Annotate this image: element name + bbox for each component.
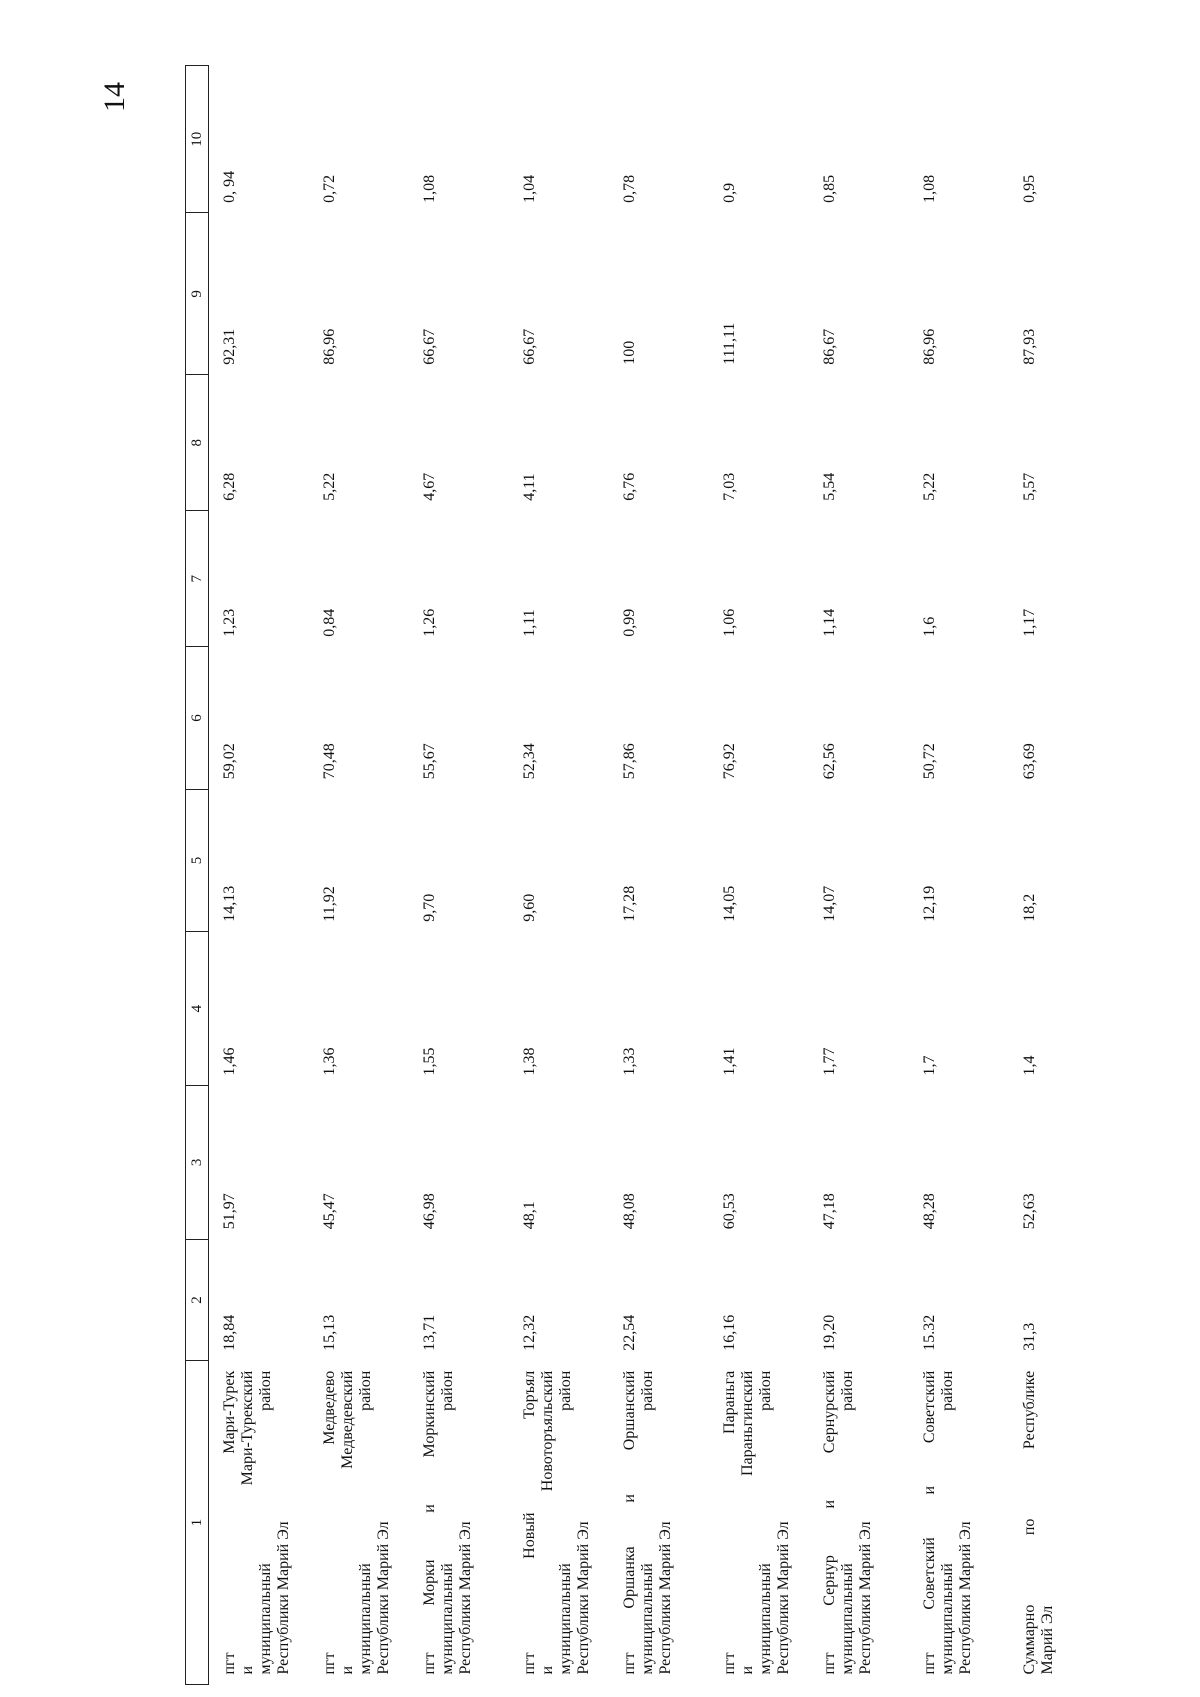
cell-col-8: 4,11 [521, 473, 538, 501]
cell-col-5: 14,07 [821, 885, 838, 922]
cell-col-9: 66,67 [421, 328, 438, 365]
cell-col-4: 1,77 [821, 1047, 838, 1076]
table-row [909, 66, 1009, 1685]
cell-col-5: 12,19 [921, 885, 938, 922]
cell-col-2: 19,20 [821, 1314, 838, 1351]
cell-col-2: 13,71 [421, 1314, 438, 1351]
row-name-line: Суммарно по Республике [1021, 1370, 1038, 1675]
cell-col-4: 1,38 [521, 1047, 538, 1076]
table-body [209, 66, 1092, 1685]
cell-col-10: 0,78 [621, 174, 638, 203]
cell-col-8: 5,22 [921, 472, 938, 501]
cell-col-8: 7,03 [721, 472, 738, 501]
row-name-cell [409, 1361, 509, 1685]
cell-col-6: 70,48 [321, 743, 338, 780]
cell-col-8: 5,57 [1021, 472, 1038, 501]
cell-col-10: 0,85 [821, 174, 838, 203]
cell-col-5: 14,05 [721, 885, 738, 922]
row-name-line: муниципальный район [357, 1370, 374, 1675]
cell-col-6: 50,72 [921, 743, 938, 780]
cell-col-8: 5,22 [321, 472, 338, 501]
cell-col-5: 14,13 [221, 885, 238, 922]
row-name-line: Республики Марий Эл [457, 1521, 474, 1675]
cell-col-9: 92,31 [221, 328, 238, 365]
cell-col-2: 15,13 [321, 1314, 338, 1351]
row-name-line: пгт Мари-Турек [221, 1370, 238, 1675]
cell-col-7: 1,26 [421, 608, 438, 637]
row-name-cell [909, 1361, 1009, 1685]
cell-col-2: 15.32 [921, 1314, 938, 1351]
cell-col-10: 1,08 [921, 174, 938, 203]
column-header-4: 4 [186, 932, 209, 1086]
rotated-table-container [185, 65, 1085, 1685]
table-row [1009, 66, 1091, 1685]
row-name-line: Республики Марий Эл [275, 1521, 292, 1675]
row-name-line: Республики Марий Эл [657, 1521, 674, 1675]
cell-col-6: 57,86 [621, 743, 638, 780]
row-name-line: пгт Параньга [721, 1370, 738, 1675]
row-name-cell [509, 1361, 609, 1685]
cell-col-7: 1,17 [1021, 608, 1038, 637]
row-name-line: и Медведевский [339, 1370, 356, 1675]
row-name-line: пгт Оршанка и Оршанский [621, 1370, 638, 1675]
cell-col-7: 1,23 [221, 608, 238, 637]
cell-col-5: 9,70 [421, 893, 438, 922]
cell-col-10: 1,08 [421, 174, 438, 203]
row-name-line: муниципальный район [439, 1370, 456, 1675]
row-name-line: Марий Эл [1039, 1605, 1056, 1675]
row-name-line: пгт Морки и Моркинский [421, 1370, 438, 1675]
cell-col-9: 86,67 [821, 328, 838, 365]
table-header-row [186, 66, 209, 1685]
cell-col-3: 47,18 [821, 1193, 838, 1230]
cell-col-2: 16,16 [721, 1314, 738, 1351]
cell-col-5: 18,2 [1021, 893, 1038, 922]
cell-col-3: 48,1 [521, 1201, 538, 1230]
cell-col-5: 17,28 [621, 885, 638, 922]
column-header-8: 8 [186, 375, 209, 511]
column-header-7: 7 [186, 511, 209, 647]
cell-col-2: 22,54 [621, 1314, 638, 1351]
table-row [609, 66, 709, 1685]
table-row [709, 66, 809, 1685]
column-header-6: 6 [186, 647, 209, 789]
column-header-2: 2 [186, 1239, 209, 1360]
row-name-line: Республики Марий Эл [957, 1521, 974, 1675]
cell-col-3: 60,53 [721, 1193, 738, 1230]
table-row [209, 66, 310, 1685]
row-name-line: пгт Сернур и Сернурский [821, 1370, 838, 1675]
table-row [409, 66, 509, 1685]
cell-col-10: 0,95 [1021, 174, 1038, 203]
row-name-line: пгт Медведево [321, 1370, 338, 1675]
row-name-line: муниципальный район [557, 1370, 574, 1675]
row-name-line: пгт Новый Торъял [521, 1370, 538, 1675]
cell-col-8: 4,67 [421, 472, 438, 501]
cell-col-8: 5,54 [821, 472, 838, 501]
row-name-line: муниципальный район [939, 1370, 956, 1675]
column-header-5: 5 [186, 789, 209, 931]
cell-col-9: 111,11 [721, 322, 738, 365]
column-header-3: 3 [186, 1085, 209, 1239]
cell-col-4: 1,41 [721, 1047, 738, 1076]
cell-col-7: 0,84 [321, 608, 338, 637]
cell-col-10: 0,72 [321, 174, 338, 203]
row-name-cell [709, 1361, 809, 1685]
row-name-line: Республики Марий Эл [775, 1521, 792, 1675]
statistics-table [185, 65, 1091, 1685]
cell-col-7: 1,06 [721, 608, 738, 637]
cell-col-4: 1,33 [621, 1047, 638, 1076]
row-name-cell [609, 1361, 709, 1685]
cell-col-7: 0,99 [621, 608, 638, 637]
cell-col-3: 48,28 [921, 1193, 938, 1230]
cell-col-4: 1,36 [321, 1047, 338, 1076]
row-name-line: муниципальный район [757, 1370, 774, 1675]
column-header-10: 10 [186, 66, 209, 213]
cell-col-6: 52,34 [521, 743, 538, 780]
row-name-line: и Новоторъяльский [539, 1370, 556, 1675]
cell-col-6: 62,56 [821, 743, 838, 780]
row-name-line: и Параньгинский [739, 1370, 756, 1675]
cell-col-6: 63,69 [1021, 743, 1038, 780]
cell-col-10: 0,9 [721, 182, 738, 203]
row-name-cell [809, 1361, 909, 1685]
cell-col-8: 6,76 [621, 472, 638, 501]
cell-col-4: 1,4 [1021, 1055, 1038, 1076]
cell-col-5: 11,92 [321, 886, 338, 922]
row-name-line: и Мари-Турекский [239, 1370, 256, 1675]
cell-col-3: 45,47 [321, 1193, 338, 1230]
cell-col-4: 1,7 [921, 1055, 938, 1076]
cell-col-3: 52,63 [1021, 1193, 1038, 1230]
cell-col-6: 55,67 [421, 743, 438, 780]
cell-col-8: 6,28 [221, 472, 238, 501]
cell-col-2: 31,3 [1021, 1322, 1038, 1351]
cell-col-3: 51,97 [221, 1193, 238, 1230]
row-name-line: муниципальный район [839, 1370, 856, 1675]
cell-col-10: 1,04 [521, 174, 538, 203]
table-row [309, 66, 409, 1685]
row-name-line: Республики Марий Эл [857, 1521, 874, 1675]
cell-col-6: 76,92 [721, 743, 738, 780]
row-name-line: Республики Марий Эл [375, 1521, 392, 1675]
column-header-1: 1 [186, 1361, 209, 1685]
row-name-cell [309, 1361, 409, 1685]
cell-col-5: 9,60 [521, 893, 538, 922]
cell-col-2: 18,84 [221, 1314, 238, 1351]
cell-col-9: 86,96 [321, 328, 338, 365]
table-row [509, 66, 609, 1685]
cell-col-3: 48,08 [621, 1193, 638, 1230]
cell-col-3: 46,98 [421, 1193, 438, 1230]
table-row [809, 66, 909, 1685]
cell-col-7: 1,6 [921, 616, 938, 637]
cell-col-4: 1,46 [221, 1047, 238, 1076]
row-name-cell [209, 1361, 310, 1685]
cell-col-9: 66,67 [521, 328, 538, 365]
cell-col-10: 0, 94 [221, 170, 238, 203]
row-name-line: муниципальный район [639, 1370, 656, 1675]
row-name-cell [1009, 1361, 1091, 1685]
cell-col-9: 87,93 [1021, 328, 1038, 365]
cell-col-7: 1,11 [521, 609, 538, 637]
page-number: 14 [98, 82, 131, 112]
row-name-line: пгт Советский и Советский [921, 1370, 938, 1675]
row-name-line: муниципальный район [257, 1370, 274, 1675]
cell-col-2: 12,32 [521, 1314, 538, 1351]
cell-col-7: 1,14 [821, 608, 838, 637]
cell-col-6: 59,02 [221, 743, 238, 780]
column-header-9: 9 [186, 213, 209, 375]
cell-col-9: 86,96 [921, 328, 938, 365]
cell-col-9: 100 [621, 340, 638, 365]
row-name-line: Республики Марий Эл [575, 1521, 592, 1675]
cell-col-4: 1,55 [421, 1047, 438, 1076]
